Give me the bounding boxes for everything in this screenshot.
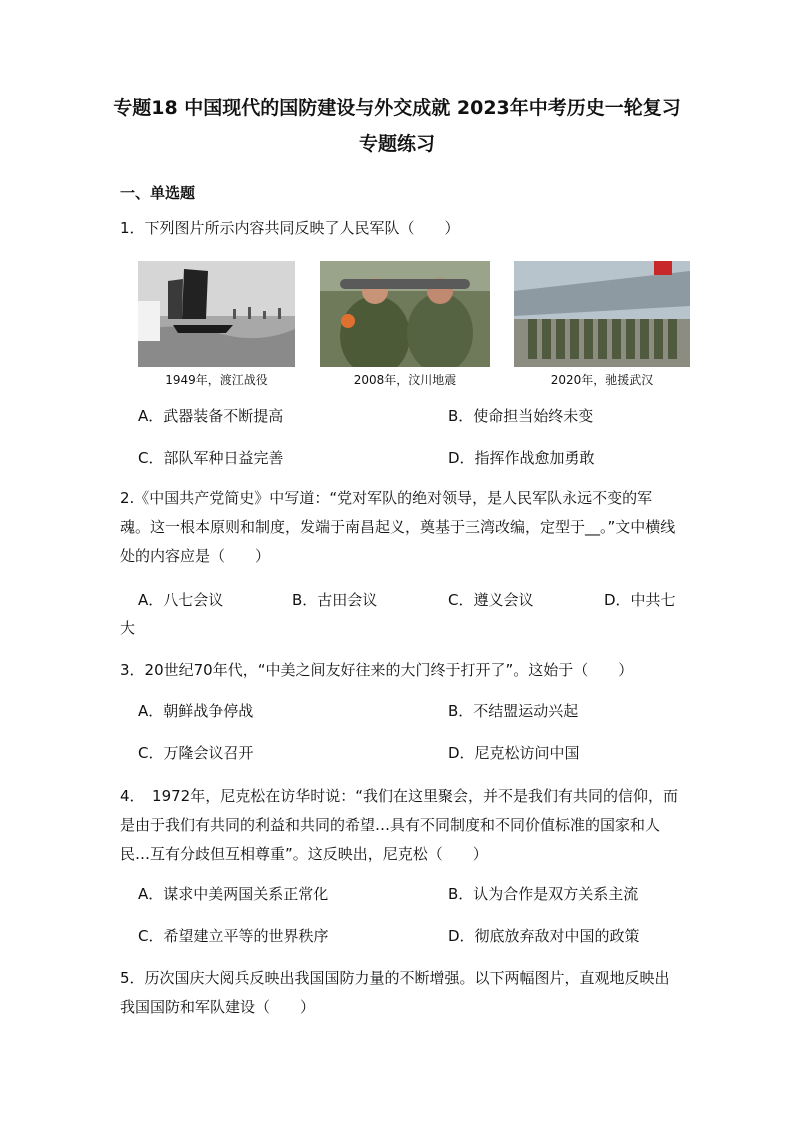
- q1-option-d: D．指挥作战愈加勇敢: [448, 449, 595, 467]
- document-subtitle: 专题练习: [358, 133, 435, 155]
- photo-caption-2: 2008年，汶川地震: [353, 373, 457, 387]
- document-title: 专题18 中国现代的国防建设与外交成就 2023年中考历史一轮复习: [113, 97, 681, 119]
- q2-option-b: B．古田会议: [292, 591, 378, 609]
- q3-option-b: B．不结盟运动兴起: [448, 702, 579, 720]
- photo-caption-3: 2020年，驰援武汉: [550, 373, 654, 387]
- q4-option-c: C．希望建立平等的世界秩序: [138, 927, 329, 945]
- q3-option-c: C．万隆会议召开: [138, 744, 254, 762]
- q4-option-d: D．彻底放弃敌对中国的政策: [448, 927, 640, 945]
- question-3-stem: 3．20世纪70年代，“中美之间友好往来的大门终于打开了”。这始于（ ）: [120, 661, 634, 679]
- q2-option-d: D．中共七: [604, 591, 676, 609]
- photo-crossing-river: [138, 261, 295, 367]
- q1-option-c: C．部队军种日益完善: [138, 449, 284, 467]
- q4-option-b: B．认为合作是双方关系主流: [448, 885, 639, 903]
- q1-option-b: B．使命担当始终未变: [448, 407, 594, 425]
- question-4-stem: 4． 1972年，尼克松在访华时说：“我们在这里聚会，并不是我们有共同的信仰，而是由于我们有共同的利益和共同的希望…具有不同制度和不同价值标准的国家和人民…互有分歧但互相尊重”。这反映出，尼克松（ ）: [120, 787, 678, 863]
- q4-option-a: A．谋求中美两国关系正常化: [138, 885, 329, 903]
- q3-option-d: D．尼克松访问中国: [448, 744, 580, 762]
- question-2-stem: 2.《中国共产党简史》中写道：“党对军队的绝对领导，是人民军队永远不变的军魂。这一根本原则和制度，发端于南昌起义，奠基于三湾改编，定型于__。”文中横线处的内容应是（ ）: [120, 489, 676, 565]
- q1-option-a: A．武器装备不断提高: [138, 407, 284, 425]
- photo-earthquake-rescue: [320, 261, 490, 367]
- section-heading: 一、单选题: [120, 184, 196, 202]
- q3-option-a: A．朝鲜战争停战: [138, 702, 254, 720]
- q2-option-d-continued: 大: [120, 619, 136, 637]
- photo-wuhan-aid: [514, 261, 690, 367]
- q2-option-a: A．八七会议: [138, 591, 224, 609]
- question-5-stem: 5．历次国庆大阅兵反映出我国国防力量的不断增强。以下两幅图片，直观地反映出我国国防和军队建设（ ）: [120, 969, 670, 1016]
- question-1-stem: 1．下列图片所示内容共同反映了人民军队（ ）: [120, 219, 460, 237]
- photo-caption-1: 1949年，渡江战役: [165, 373, 268, 387]
- q2-option-c: C．遵义会议: [448, 591, 534, 609]
